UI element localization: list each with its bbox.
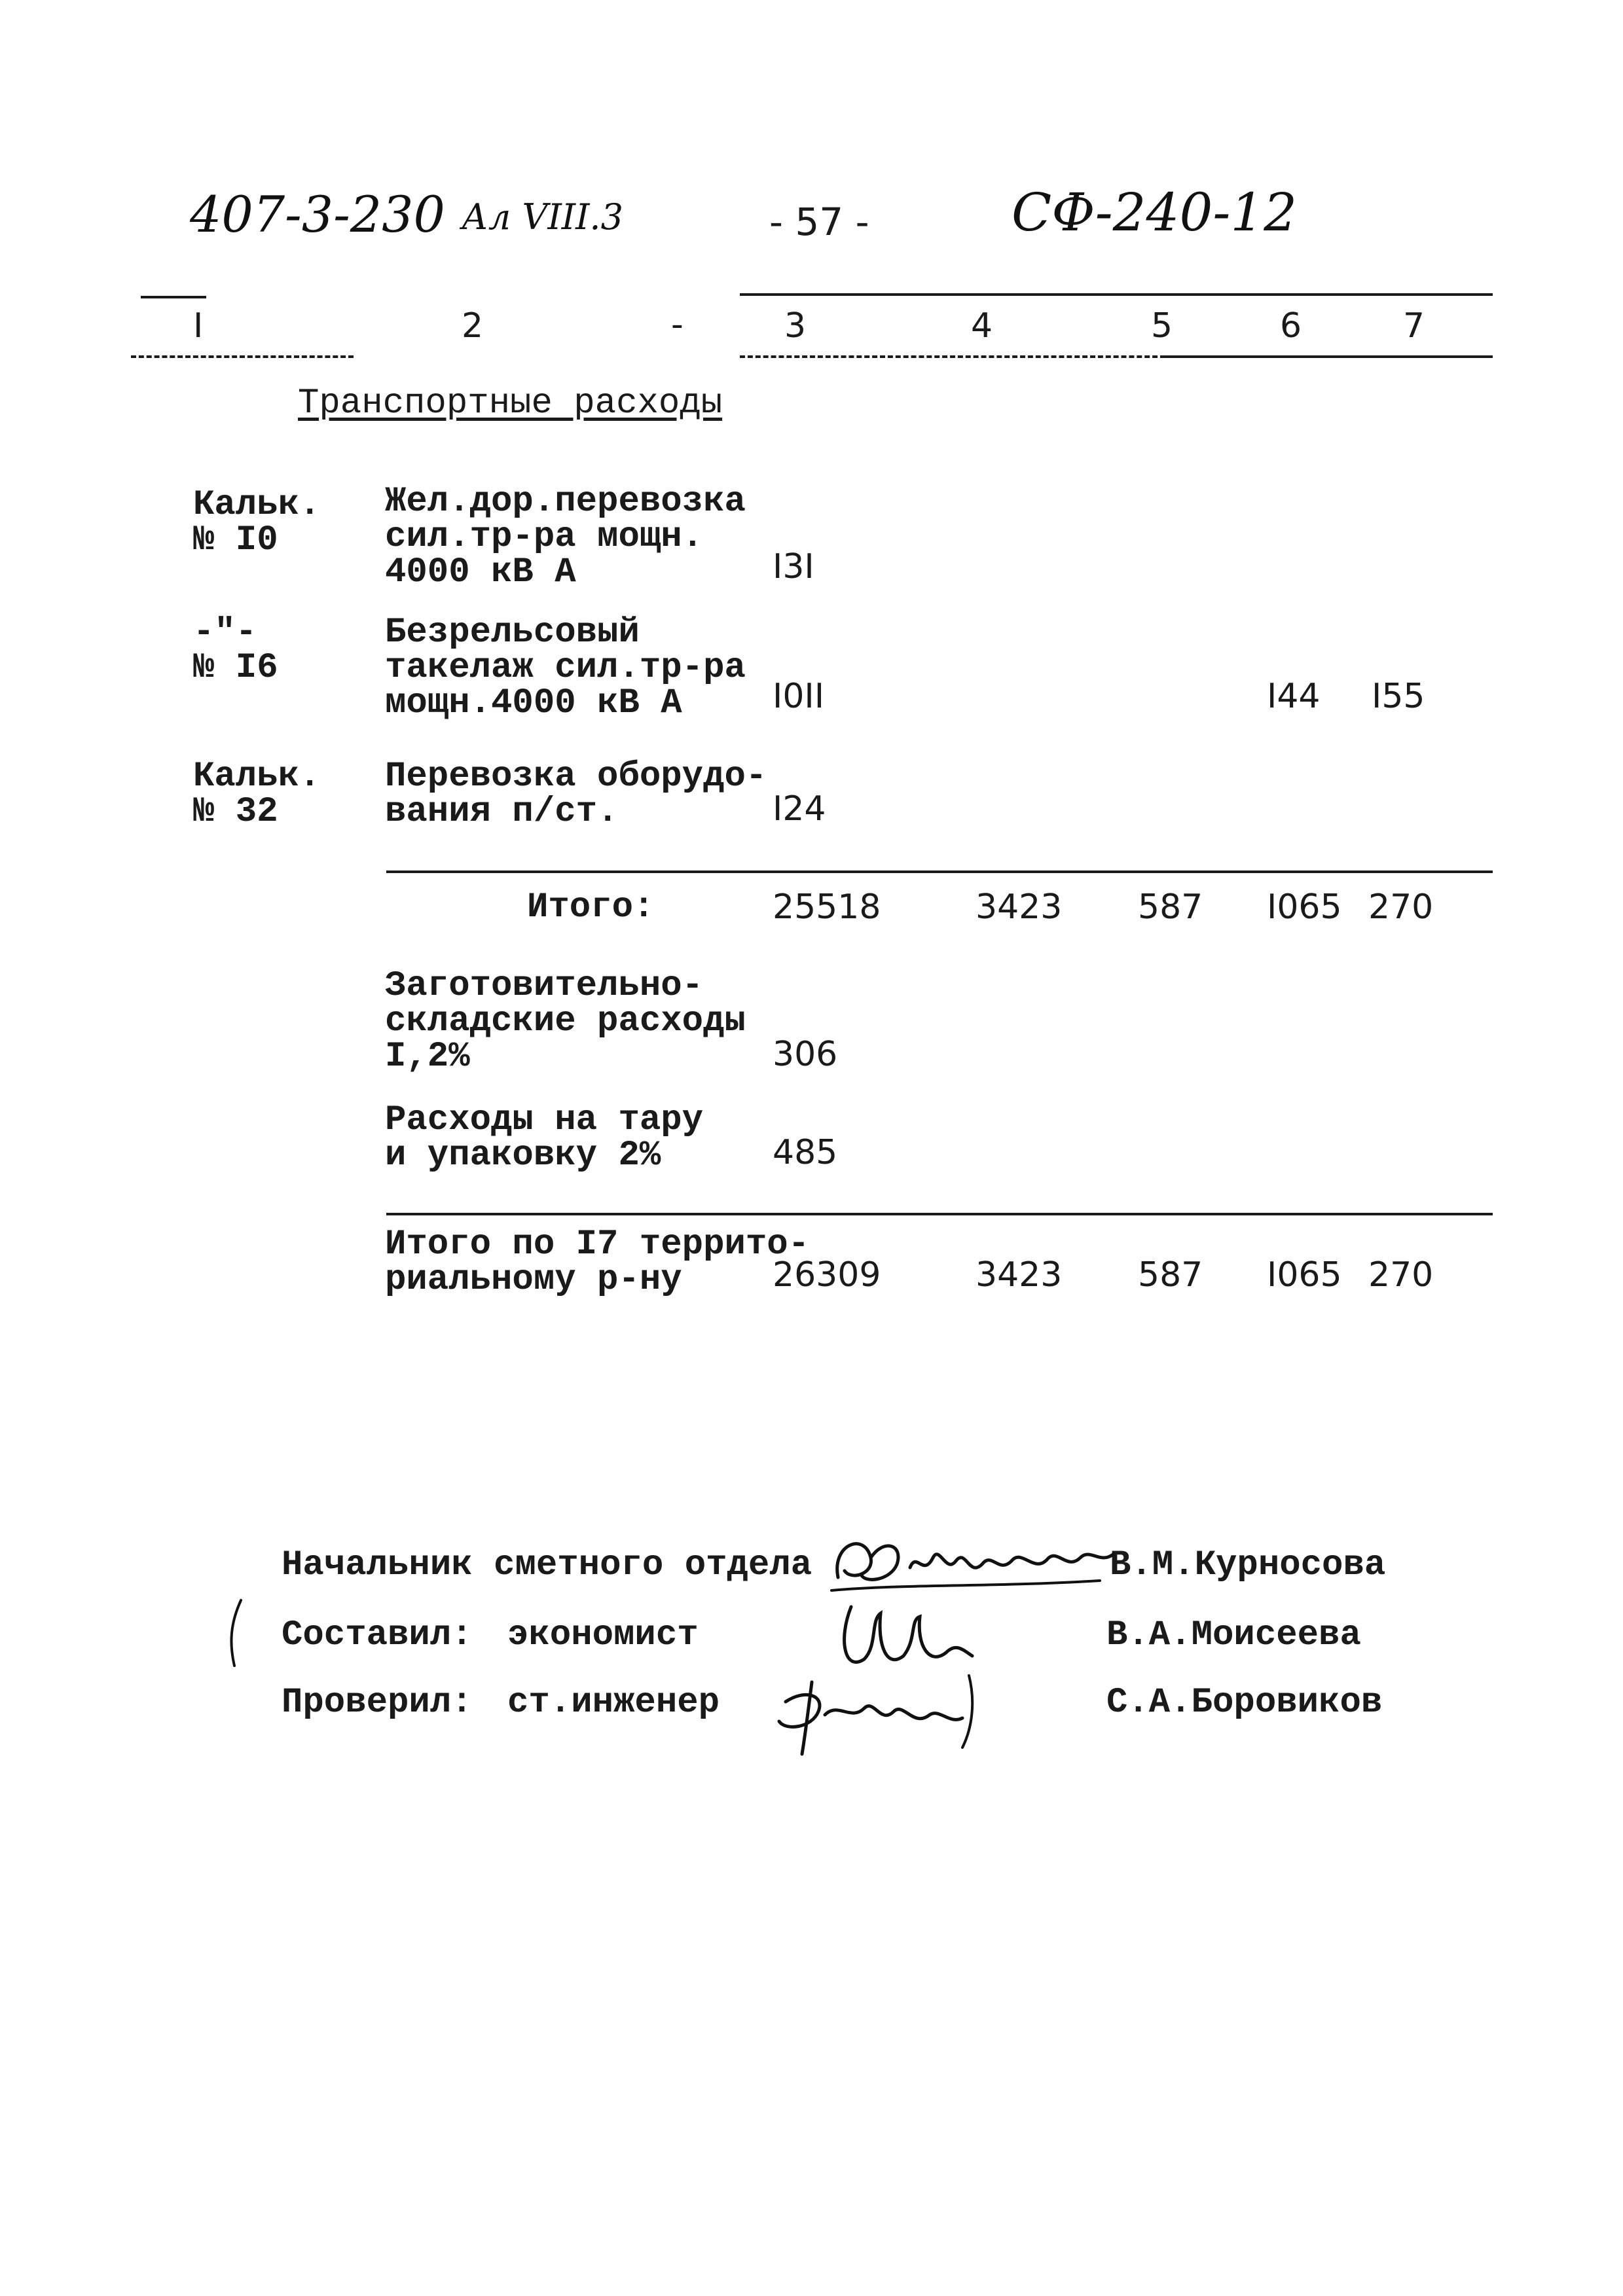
column-header-2: 2 (462, 306, 484, 346)
column-header-6: 6 (1280, 306, 1302, 346)
document-code-left: 407-3-230 (190, 185, 445, 243)
table-row-2-col7: I55 (1372, 677, 1425, 716)
table-row-3-col3: I24 (773, 789, 826, 829)
total-col5: 587 (1138, 1255, 1203, 1295)
table-row-1-desc: Жел.дор.перевозка сил.тр-ра мощн. 4000 кВ А (385, 482, 746, 592)
signature-name-1: В.М.Курносова (1110, 1545, 1386, 1585)
signature-role-2: Составил: (282, 1615, 473, 1655)
total-col4: 3423 (976, 1255, 1063, 1295)
handwritten-signature-1 (825, 1518, 1139, 1604)
table-row-2-col6: I44 (1267, 677, 1321, 716)
column-header-7: 7 (1403, 306, 1425, 346)
subtotal-label: Итого: (527, 888, 655, 927)
header-rule-bottom-mid (740, 355, 1165, 358)
margin-bracket-mark (223, 1597, 249, 1669)
column-header-4: 4 (971, 306, 993, 346)
column-header-1: I (193, 306, 204, 346)
table-row-3-desc: Перевозка оборудо- вания п/ст. (385, 757, 767, 832)
header-rule-bottom-right (1165, 355, 1493, 358)
total-rule (386, 1213, 1493, 1215)
extra-row-2-col3: 485 (773, 1133, 838, 1172)
signature-role-1: Начальник сметного отдела (282, 1545, 812, 1585)
subtotal-col5: 587 (1138, 888, 1203, 927)
table-row-1-ref: Кальк. № I0 (193, 485, 321, 560)
document-code-left-suffix: Ал VIII.3 (462, 196, 623, 238)
table-row-2-desc: Безрельсовый такелаж сил.тр-ра мощн.4000 кВ А (385, 613, 746, 723)
column-header-dash: - (671, 305, 684, 344)
signature-title-2: экономист (507, 1615, 699, 1655)
subtotal-col6: I065 (1267, 888, 1342, 927)
subtotal-col4: 3423 (976, 888, 1063, 927)
table-row-3-ref: Кальк. № 32 (193, 757, 321, 832)
header-rule-bottom-left (131, 355, 354, 358)
subtotal-rule (386, 870, 1493, 873)
subtotal-col3: 25518 (773, 888, 881, 927)
total-col3: 26309 (773, 1255, 881, 1295)
total-label: Итого по I7 террито- риальному р-ну (385, 1225, 810, 1300)
table-row-2-ref: -"- № I6 (193, 613, 278, 688)
page-number: - 57 - (769, 200, 869, 244)
header-rule-top (740, 293, 1493, 296)
column-header-3: 3 (784, 306, 807, 346)
handwritten-signature-3 (766, 1662, 989, 1761)
header-rule-top-left (141, 296, 206, 298)
table-row-1-col3: I3I (773, 547, 814, 586)
section-title: Транспортные расходы (298, 384, 723, 423)
extra-row-1-desc: Заготовительно- складские расходы I,2% (385, 966, 746, 1077)
total-col6: I065 (1267, 1255, 1342, 1295)
signature-role-3: Проверил: (282, 1683, 473, 1723)
table-row-2-col3: I0II (773, 677, 825, 716)
document-code-right: СФ-240-12 (1012, 182, 1298, 243)
signature-title-3: ст.инженер (507, 1683, 720, 1723)
signature-name-2: В.А.Моисеева (1106, 1615, 1361, 1655)
total-col7: 270 (1368, 1255, 1434, 1295)
signature-name-3: С.А.Боровиков (1106, 1683, 1383, 1723)
extra-row-2-desc: Расходы на тару и упаковку 2% (385, 1100, 704, 1175)
column-header-5: 5 (1151, 306, 1173, 346)
extra-row-1-col3: 306 (773, 1035, 838, 1074)
subtotal-col7: 270 (1368, 888, 1434, 927)
